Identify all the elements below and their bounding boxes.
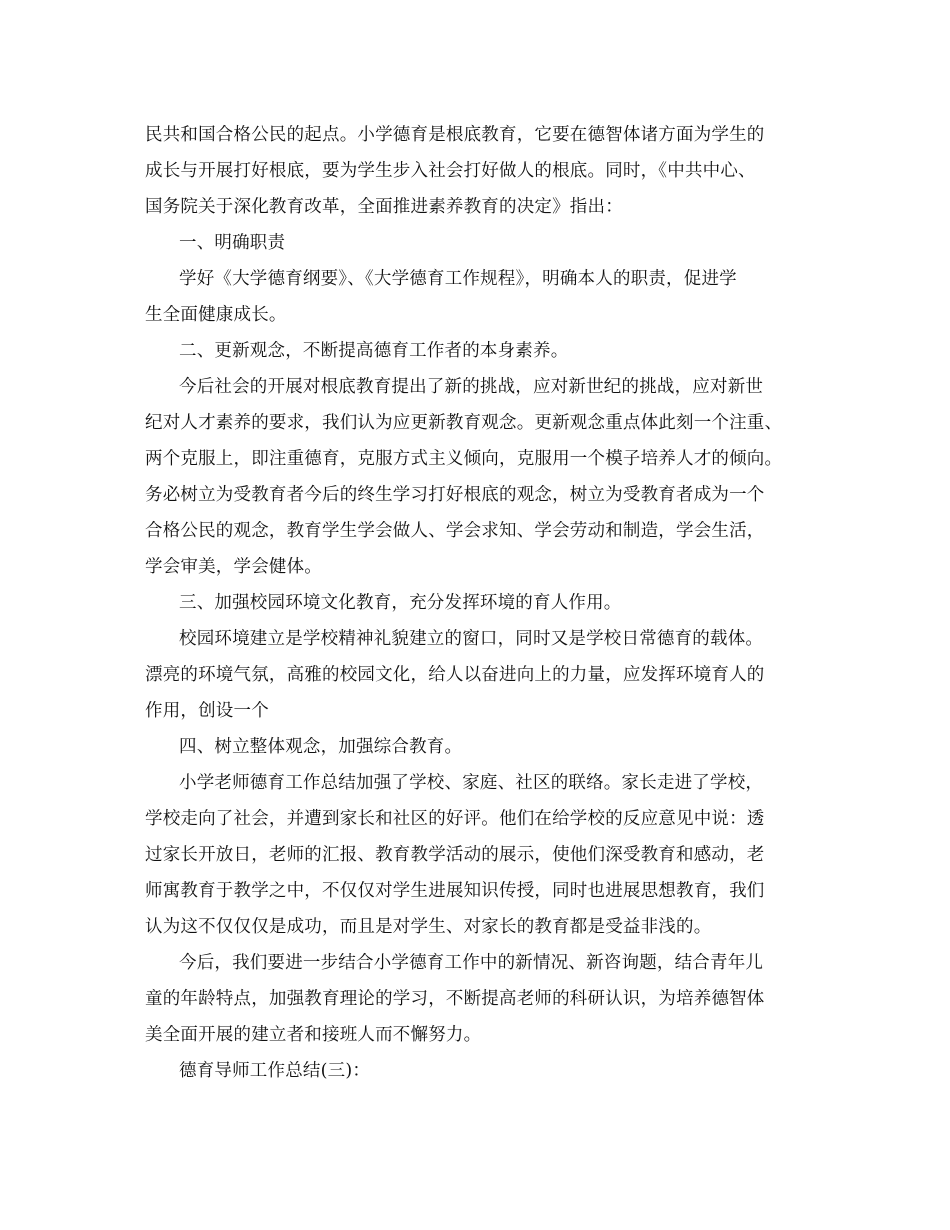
document-body — [145, 117, 810, 1089]
paragraph-line: 过家长开放日，老师的汇报、教育教学活动的展示，使他们深受教育和感动，老 — [145, 845, 765, 865]
paragraph-start-line: 二、更新观念，不断提高德育工作者的本身素养。 — [179, 341, 569, 361]
paragraph-start-line: 校园环境建立是学校精神礼貌建立的窗口，同时又是学校日常德育的载体。 — [179, 629, 764, 649]
paragraph-line: 认为这不仅仅仅是成功，而且是对学生、对家长的教育都是受益非浅的。 — [145, 917, 712, 937]
paragraph-start-line: 今后，我们要进一步结合小学德育工作中的新情况、新咨询题，结合青年儿 — [179, 953, 764, 973]
paragraph-line: 美全面开展的建立者和接班人而不懈努力。 — [145, 1025, 482, 1045]
paragraph-start-line: 四、树立整体观念，加强综合教育。 — [179, 737, 463, 757]
paragraph-line: 纪对人才素养的要求，我们认为应更新教育观念。更新观念重点体此刻一个注重、 — [145, 413, 783, 433]
paragraph-line: 两个克服上，即注重德育，克服方式主义倾向，克服用一个模子培养人才的倾向。 — [145, 449, 783, 469]
paragraph-line: 成长与开展打好根底，要为学生步入社会打好做人的根底。同时，《中共中心、 — [145, 161, 756, 181]
paragraph-line: 作用，创设一个 — [145, 701, 269, 721]
paragraph-start-line: 一、明确职责 — [179, 233, 286, 253]
paragraph-start-line: 今后社会的开展对根底教育提出了新的挑战，应对新世纪的挑战，应对新世 — [179, 377, 764, 397]
paragraph-line: 学校走向了社会，并遭到家长和社区的好评。他们在给学校的反应意见中说：透 — [145, 809, 765, 829]
paragraph-line: 合格公民的观念，教育学生学会做人、学会求知、学会劳动和制造，学会生活， — [145, 521, 765, 541]
paragraph-line: 漂亮的环境气氛，高雅的校园文化，给人以奋进向上的力量，应发挥环境育人的 — [145, 665, 765, 685]
paragraph-line: 民共和国合格公民的起点。小学德育是根底教育，它要在德智体诸方面为学生的 — [145, 125, 765, 145]
paragraph-start-line: 三、加强校园环境文化教育，充分发挥环境的育人作用。 — [179, 593, 622, 613]
paragraph-line: 生全面健康成长。 — [145, 305, 287, 325]
paragraph-start-line: 小学老师德育工作总结加强了学校、家庭、社区的联络。家长走进了学校， — [179, 773, 764, 793]
paragraph-line: 师寓教育于教学之中，不仅仅对学生进展知识传授，同时也进展思想教育，我们 — [145, 881, 765, 901]
paragraph-start-line: 学好《大学德育纲要》、《大学德育工作规程》，明确本人的职责，促进学 — [179, 269, 737, 289]
paragraph-line: 国务院关于深化教育改革，全面推进素养教育的决定》指出： — [145, 197, 623, 217]
paragraph-line: 务必树立为受教育者今后的终生学习打好根底的观念，树立为受教育者成为一个 — [145, 485, 765, 505]
paragraph-line: 童的年龄特点，加强教育理论的学习，不断提高老师的科研认识，为培养德智体 — [145, 989, 765, 1009]
paragraph-line: 学会审美，学会健体。 — [145, 557, 322, 577]
paragraph-start-line: 德育导师工作总结(三)： — [179, 1061, 371, 1081]
